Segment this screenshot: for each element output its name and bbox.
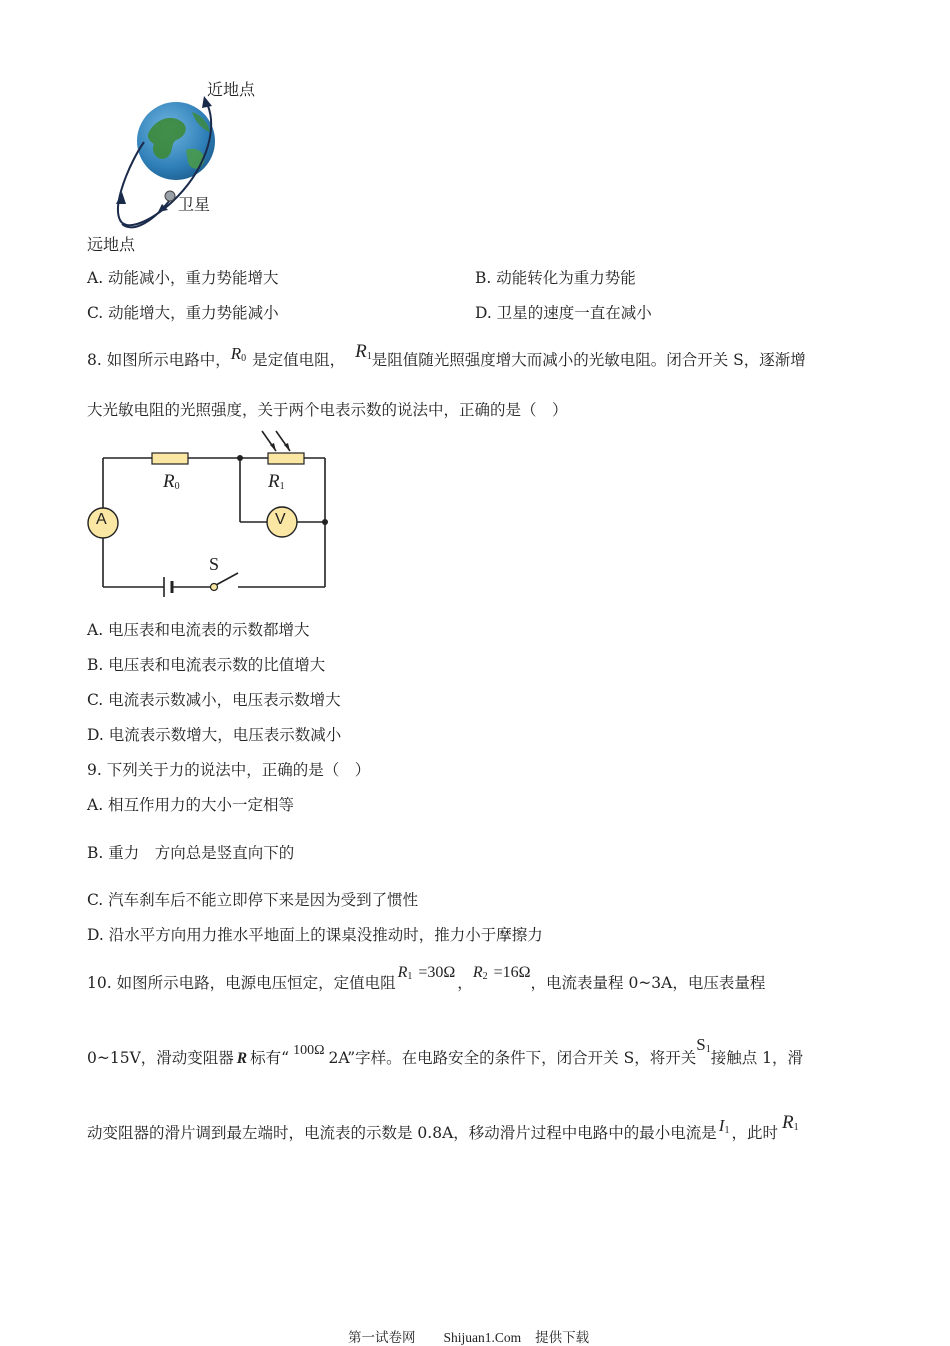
q8-r0: $R_0$ <box>230 344 247 364</box>
q9-option-c: C. 汽车刹车后不能立即停下来是因为受到了惯性 <box>87 891 419 909</box>
q7-option-c: C. 动能增大，重力势能减小 <box>87 304 279 322</box>
fig-label-r1: $R_1$ <box>268 471 285 492</box>
q9-option-d: D. 沿水平方向用力推水平地面上的课桌没推动时，推力小于摩擦力 <box>87 926 543 944</box>
q9-option-a: A. 相互作用力的大小一定相等 <box>87 796 295 814</box>
satellite-orbit-figure <box>100 92 230 242</box>
q9-stem: 9. 下列关于力的说法中，正确的是（ ） <box>87 761 371 779</box>
q7-option-b: B. 动能转化为重力势能 <box>475 269 636 287</box>
q10-var-r: R <box>236 1050 248 1067</box>
footer <box>348 1326 589 1346</box>
fig-label-r0: $R_0$ <box>163 471 180 492</box>
q7-option-d: D. 卫星的速度一直在减小 <box>475 304 652 322</box>
q8-text-3: 是阻值随光照强度增大而减小的光敏电阻。闭合开关 S，逐渐增 <box>371 351 806 369</box>
q10-stem-line1 <box>87 964 766 993</box>
q10-text-2: ，电流表量程 0~3A，电压表量程 <box>530 974 766 992</box>
resistor-r1 <box>268 453 304 464</box>
q10-s1: $S_1$ <box>696 1035 711 1055</box>
q8-option-d: D. 电流表示数增大，电压表示数减小 <box>87 726 342 744</box>
q8-r1: $R_1$ <box>355 341 372 362</box>
q10-comma: ， <box>457 974 473 992</box>
fig-label-switch: S <box>209 554 220 574</box>
q10-r1-expr: $R_1 =30\Omega$ <box>397 964 456 982</box>
q8-option-a: A. 电压表和电流表的示数都增大 <box>87 621 310 639</box>
q10-text-1: 10. 如图所示电路，电源电压恒定，定值电阻 <box>87 974 396 992</box>
resistor-r0 <box>152 453 188 464</box>
footer-download: 提供下载 <box>535 1330 590 1346</box>
q10-r1-end: $R_1$ <box>781 1112 799 1133</box>
switch-contact <box>211 584 218 591</box>
q8-text-2: 是定值电阻， <box>252 351 346 369</box>
q8-option-b: B. 电压表和电流表示数的比值增大 <box>87 656 326 674</box>
q10-stem-line3: 动变阻器的滑片调到最左端时，电流表的示数是 0.8A，移动滑片过程中电路中的最小电流是 $I_1$ ，此时 $R_1$ <box>87 1112 799 1142</box>
label-far-point: 远地点 <box>87 235 136 254</box>
earth-globe <box>137 102 215 180</box>
q8-circuit-diagram <box>80 425 350 605</box>
q10-stem-line2: 0~15V，滑动变阻器 R 标有“ 100Ω 2A”字样。在电路安全的条件下，闭合开关 S，将开关$S_1$接触点 1，滑 <box>87 1035 803 1067</box>
fig-label-ammeter: A <box>96 511 107 528</box>
q7-option-a: A. 动能减小，重力势能增大 <box>87 269 279 287</box>
satellite <box>165 191 175 201</box>
q8-text-1: 8. 如图所示电路中， <box>87 351 231 369</box>
q8-stem-line1 <box>87 341 806 371</box>
q10-rating: 100Ω <box>293 1043 325 1058</box>
footer-site-url: Shijuan1.Com <box>443 1330 522 1345</box>
label-near-point: 近地点 <box>207 80 256 99</box>
fig-label-voltmeter: V <box>275 511 286 528</box>
q10-i1: $I_1$ <box>718 1116 730 1136</box>
label-satellite: 卫星 <box>178 195 211 214</box>
q8-stem-line2: 大光敏电阻的光照强度，关于两个电表示数的说法中，正确的是（ ） <box>87 401 568 419</box>
q9-option-b: B. 重力 方向总是竖直向下的 <box>87 844 295 862</box>
q10-r2-expr: $R_2 =16\Omega$ <box>472 964 531 982</box>
q8-option-c: C. 电流表示数减小，电压表示数增大 <box>87 691 341 709</box>
footer-site-name: 第一试卷网 <box>348 1330 416 1346</box>
